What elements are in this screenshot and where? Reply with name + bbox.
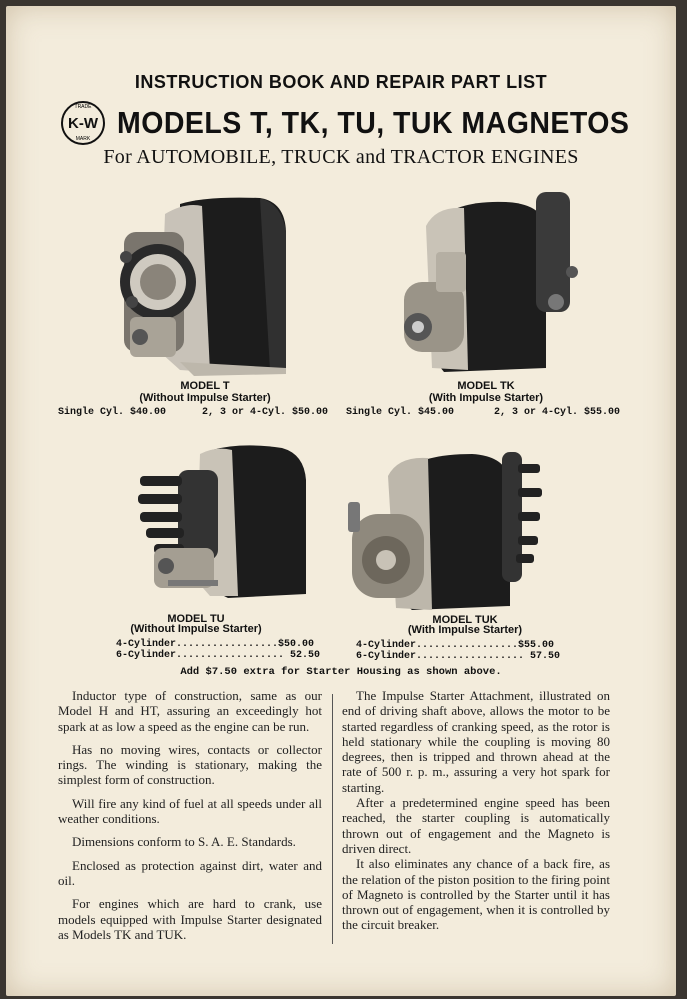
- paragraph: The Impulse Starter Attachment, illustrated on end of driving shaft above, allows the motor to be started regardless of cranking speed, as the rotor is held stationary while the coupling is moving 80 degrees, then is tripped and thrown ahead at the rate of 500 r. p. m., assuring a very hot spark for starting.: [342, 688, 610, 795]
- model-tuk-price-4cyl: 4-Cylinder.................$55.00: [356, 640, 555, 651]
- document-page: [6, 6, 676, 996]
- subtitle: For AUTOMOBILE, TRUCK and TRACTOR ENGINES: [103, 146, 579, 168]
- model-tuk-sub: (With Impulse Starter): [407, 624, 523, 636]
- paragraph: Has no moving wires, contacts or collector rings. The winding is stationary, making the simplest form of construction.: [58, 741, 322, 788]
- right-column: [342, 688, 610, 933]
- header-line: INSTRUCTION BOOK AND REPAIR PART LIST: [134, 72, 548, 92]
- page-title: MODELS T, TK, TU, TUK MAGNETOS: [117, 105, 630, 140]
- model-t-price-multi: 2, 3 or 4-Cyl. $50.00: [202, 407, 329, 418]
- model-tu-name: MODEL TU: [167, 613, 225, 625]
- model-tk-name: MODEL TK: [457, 380, 515, 392]
- column-divider: [332, 694, 333, 944]
- paragraph: It also eliminates any chance of a back fire, as the relation of the piston position to the firing point of Magneto is controlled by the Starter until it has thrown out of engagement, when it is controlled by the circuit breaker.: [342, 856, 610, 933]
- paragraph: For engines which are hard to crank, use models equipped with Impulse Starter designated as Models TK and TUK.: [58, 896, 322, 942]
- model-tu-photo: [132, 440, 312, 600]
- model-tuk-caption: [380, 614, 550, 636]
- model-t-name: MODEL T: [180, 380, 230, 392]
- starter-housing-note: Add $7.50 extra for Starter Housing as shown above.: [180, 666, 502, 678]
- paragraph: Dimensions conform to S. A. E. Standards.: [72, 834, 296, 850]
- model-t-sub: (Without Impulse Starter): [139, 392, 271, 404]
- model-tu-price-4cyl: 4-Cylinder.................$50.00: [116, 639, 315, 650]
- model-tk-price-multi: 2, 3 or 4-Cyl. $55.00: [494, 407, 621, 418]
- model-tk-price-single: Single Cyl. $45.00: [346, 407, 455, 418]
- model-t-caption: [120, 380, 290, 404]
- model-tk-photo: [396, 182, 586, 382]
- model-tu-price-6cyl: 6-Cylinder.................. 52.50: [116, 650, 321, 661]
- model-tu-sub: (Without Impulse Starter): [130, 623, 262, 635]
- model-tk-caption: [396, 380, 576, 404]
- title-row: [61, 101, 674, 145]
- left-column: [58, 688, 322, 950]
- paragraph: Will fire any kind of fuel at all speeds under all weather conditions.: [58, 795, 322, 827]
- model-tk-sub: (With Impulse Starter): [428, 392, 544, 404]
- paragraph: Inductor type of construction, same as our Model H and HT, assuring an exceedingly hot spark at as low a speed as the engine can be run.: [58, 688, 322, 734]
- paragraph: After a predetermined engine speed has been reached, the starter coupling is automatically thrown out of engagement and the Magneto is driven direct.: [342, 795, 610, 856]
- model-tuk-name: MODEL TUK: [432, 614, 498, 626]
- model-t-price-single: Single Cyl. $40.00: [58, 407, 167, 418]
- model-tu-caption: [106, 613, 286, 635]
- model-tuk-price-6cyl: 6-Cylinder.................. 57.50: [356, 651, 561, 662]
- paragraph: Enclosed as protection against dirt, water and oil.: [58, 857, 322, 888]
- model-t-photo: [110, 192, 294, 378]
- model-tuk-photo: [342, 442, 552, 612]
- kw-logo-icon: TRADE K-W MARK: [61, 101, 105, 145]
